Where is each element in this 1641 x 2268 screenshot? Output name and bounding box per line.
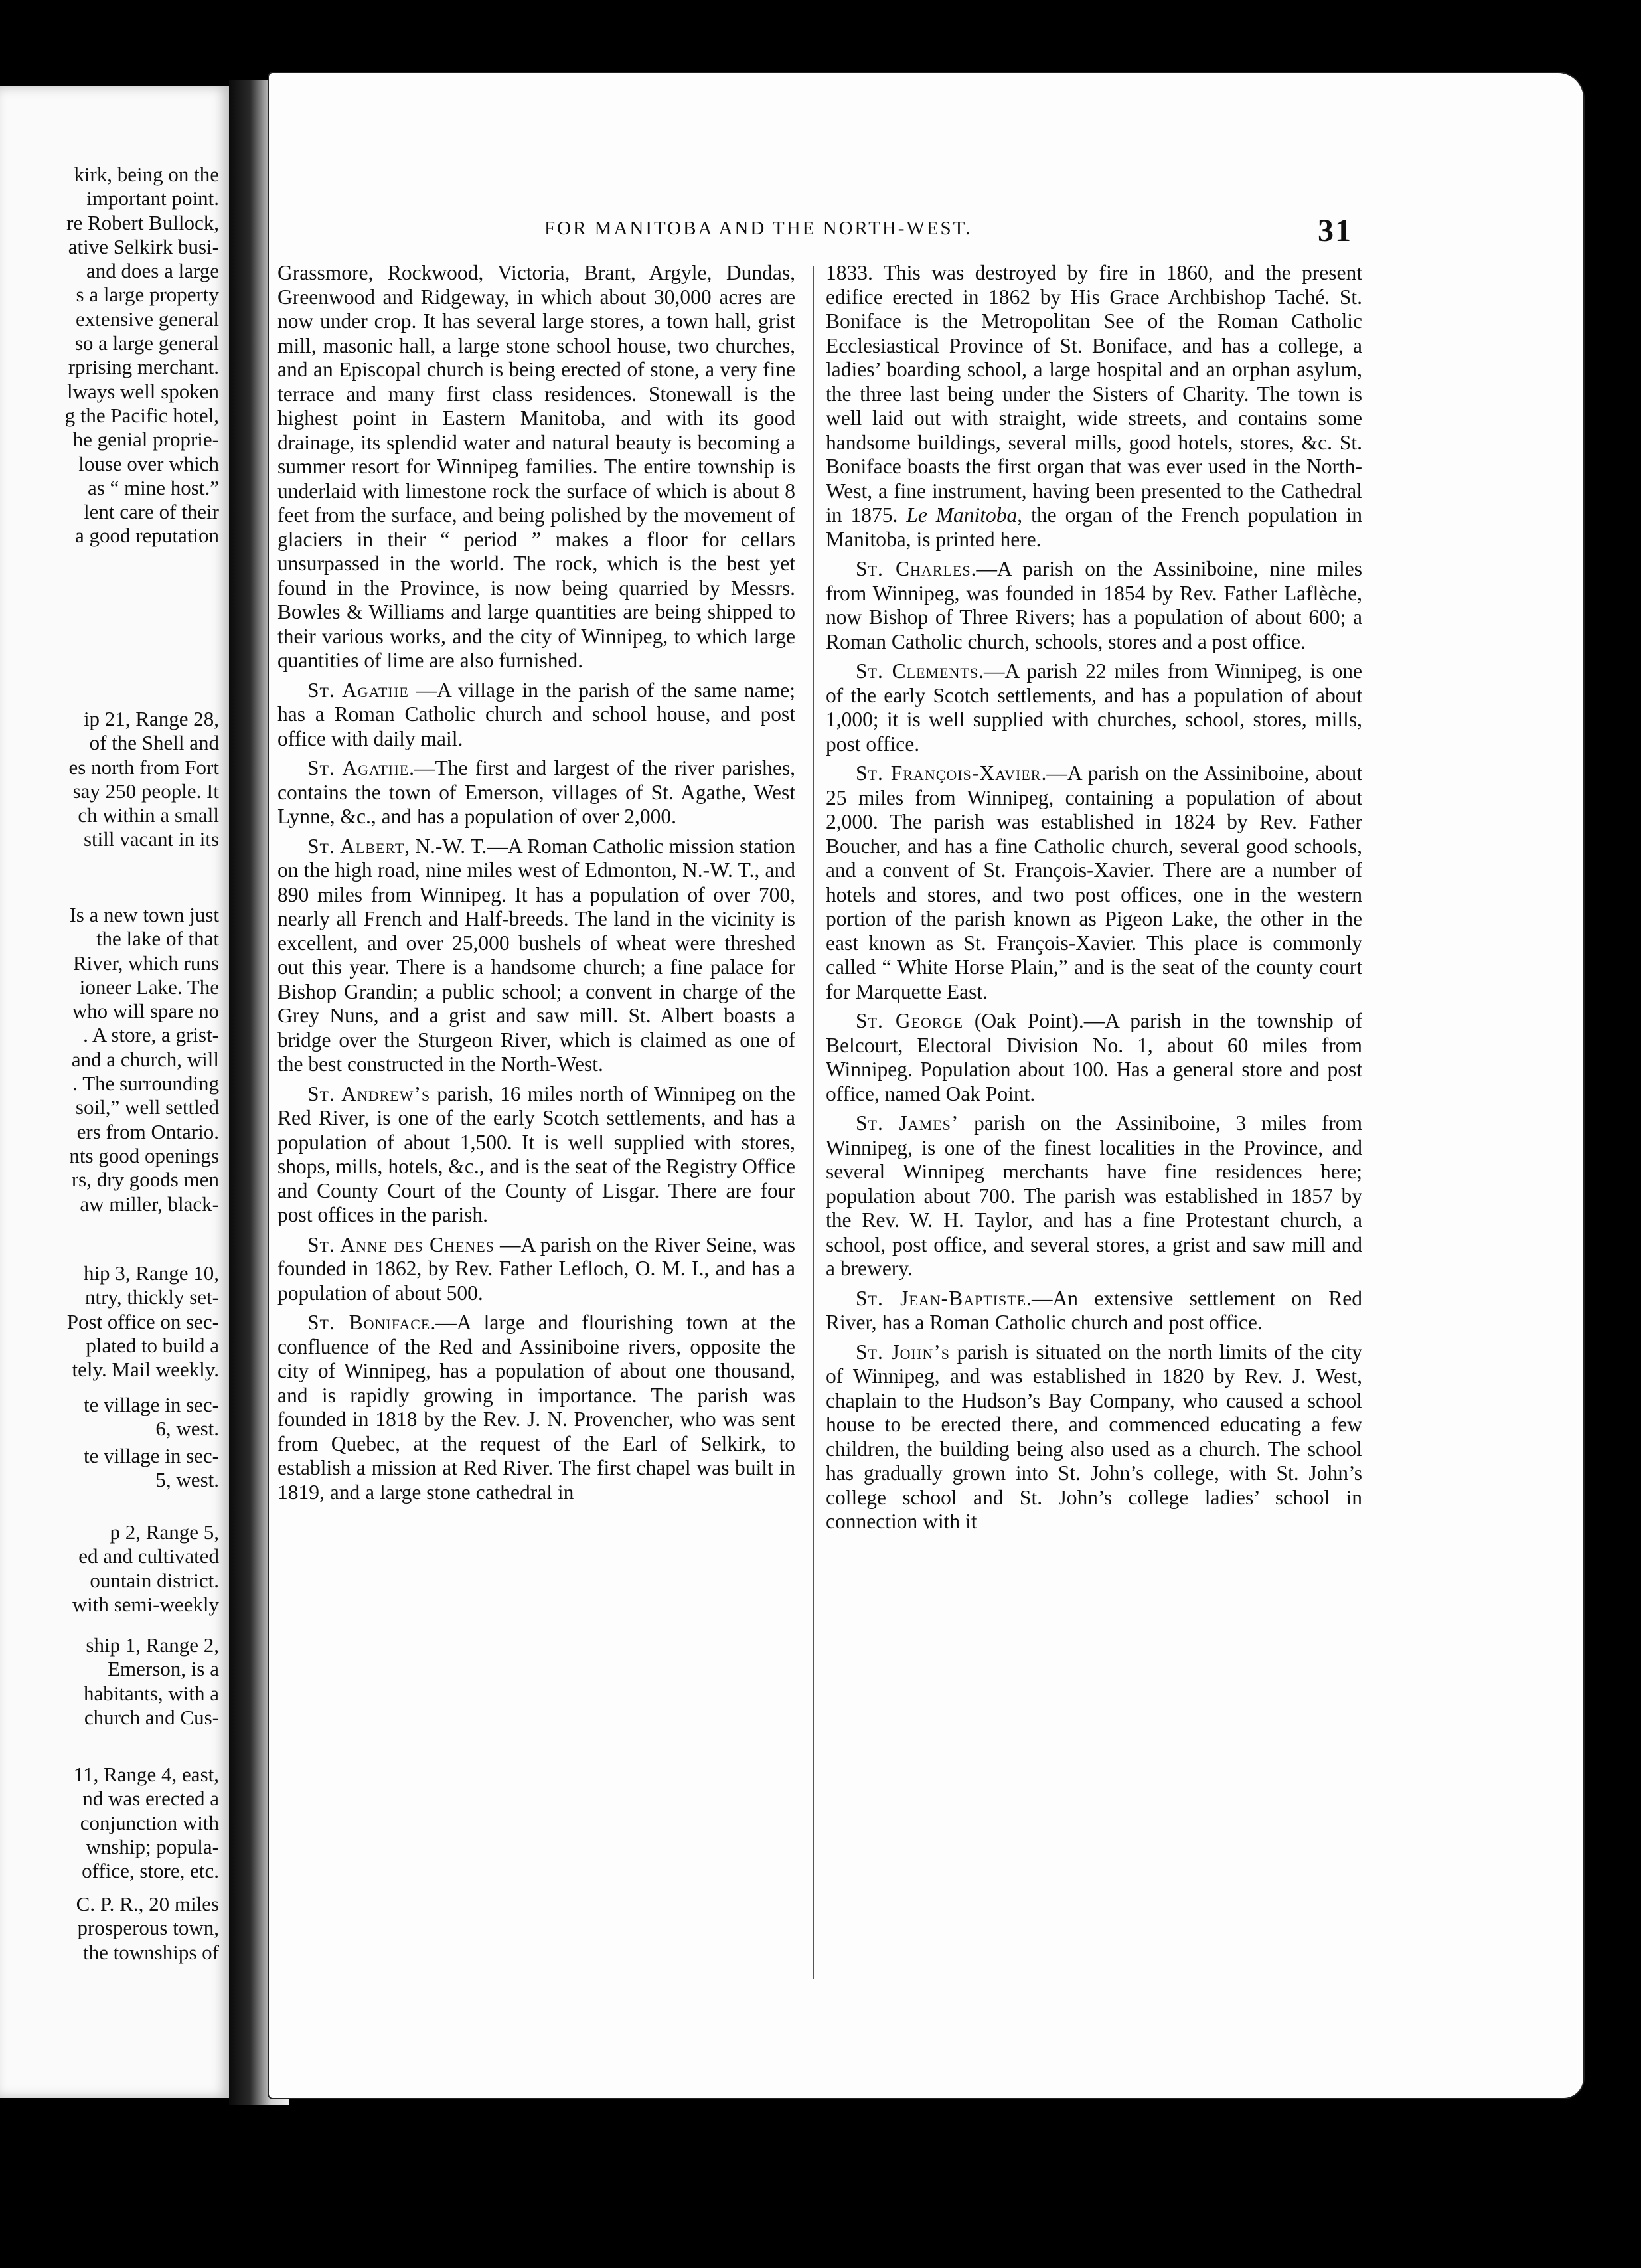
column-b (826, 261, 1362, 1540)
paragraph-stonewall-cont: Grassmore, Rockwood, Victoria, Brant, Argyle, Dundas, Greenwood and Ridgeway, in which about 30,000 acres are now under crop. It has several large stores, a town hall, grist mill, masonic hall, a large stone school house, two churches, and an Episcopal church is being erected of stone, a very fine terrace and many first class residences. Stonewall is the highest point in Eastern Manitoba, and with its good drainage, its splendid water and natural beauty is becoming a summer resort for Winnipeg families. The entire township is underlaid with limestone rock the surface of which is about 8 feet from the surface, and being polished by the movement of glaciers in their “ period ” makes a floor for cellars unsurpassed in the world. The rock, which is the best yet found in the Province, is now being quarried by Messrs. Bowles & Williams and large quantities are being shipped to their various works, and the city of Winnipeg, to which large quantities of lime are also furnished. (277, 261, 795, 672)
entry-heading: St. Agathe (307, 756, 410, 779)
left-fragment-line: ship 1, Range 2, (86, 1633, 219, 1657)
left-fragment-line: . A store, a grist- (83, 1023, 219, 1047)
entry-heading: St. Agathe (307, 678, 409, 702)
left-fragment-line: plated to build a (86, 1333, 219, 1357)
left-fragment-line: the townships of (83, 1940, 219, 1964)
page-number: 31 (1318, 213, 1352, 248)
left-fragment-line: who will spare no (72, 999, 219, 1023)
left-fragment-block (0, 1763, 219, 1883)
left-fragment-line: C. P. R., 20 miles (76, 1892, 219, 1915)
left-fragment-line: ative Selkirk busi- (68, 234, 219, 258)
entry-heading: St. Jean-Baptiste (856, 1286, 1027, 1310)
left-fragment-line: office, store, etc. (82, 1859, 219, 1883)
left-fragment-line: g the Pacific hotel, (64, 403, 219, 427)
left-fragment-line: of the Shell and (89, 731, 219, 755)
entry-heading: St. Albert (307, 834, 405, 858)
paragraph-st-agathe-parish (277, 756, 795, 829)
left-fragment-line: and a church, will (71, 1047, 219, 1071)
column-a (277, 261, 795, 1510)
left-fragment-line: with semi-weekly (72, 1592, 219, 1616)
left-fragment-line: p 2, Range 5, (110, 1520, 219, 1544)
left-fragment-line: lent care of their (84, 500, 219, 524)
left-fragment-line: ip 21, Range 28, (83, 707, 219, 730)
left-fragment-line: tely. Mail weekly. (72, 1358, 219, 1382)
left-fragment-line: s a large property (76, 283, 219, 307)
entry-heading: St. Boniface (307, 1311, 431, 1334)
entry-text: —A parish on the River Seine, was founded in 1862, by Rev. Father Lefloch, O. M. I., and has a population of about 500. (277, 1232, 795, 1305)
entry-heading: St. Charles (856, 557, 971, 580)
entry-heading: St. Andrew’s (307, 1082, 431, 1105)
entry-text: parish is situated on the north limits of the city of Winnipeg, and was established in 1820 by Rev. J. West, chaplain to the Hudson’s Bay Company, who caused a school house to be erected there, and commenced educating a few children, the building being also used as a church. The school has gradually grown into St. John’s college, with St. John’s college school and St. John’s college ladies’ school in connection with it (826, 1340, 1362, 1533)
left-fragment-line: important point. (86, 187, 219, 210)
left-fragment-line: te village in sec- (84, 1444, 219, 1467)
left-fragment-line: es north from Fort (68, 755, 219, 779)
entry-text: .—An extensive settlement on Red River, has a Roman Catholic church and post office. (826, 1286, 1362, 1334)
paragraph-st-albert (277, 835, 795, 1077)
entry-heading: St. Clements (856, 659, 979, 683)
left-fragment-line: re Robert Bullock, (66, 210, 219, 234)
left-fragment-line: aw miller, black- (80, 1192, 219, 1216)
entry-text: —A village in the parish of the same name; has a Roman Catholic church and school house, and post office with daily mail. (277, 678, 795, 750)
entry-heading: St. François-Xavier (856, 762, 1042, 785)
left-fragment-line: prosperous town, (77, 1916, 219, 1940)
entry-text: parish on the Assiniboine, 3 miles from Winnipeg, is one of the finest localities in the Province, and several Winnipeg merchants have fine residences here; population about 700. The parish was established in 1857 by the Rev. W. H. Taylor, and has a fine Protestant church, a school, post office, and several stores, a grist and saw mill and a brewery. (826, 1111, 1362, 1280)
running-title: FOR MANITOBA AND THE NORTH-WEST. (544, 218, 973, 239)
entry-heading: St. James’ (856, 1111, 959, 1135)
left-fragment-line: say 250 people. It (72, 779, 219, 803)
entry-text: (Oak Point).—A parish in the township of Belcourt, Electoral Division No. 1, about 60 miles from Winnipeg. Population about 100. Has a general store and post office, named Oak Point. (826, 1009, 1362, 1105)
paragraph-st-james (826, 1111, 1362, 1281)
left-fragment-line: . The surrounding (72, 1072, 219, 1095)
paragraph-st-george (826, 1009, 1362, 1106)
newspaper-title: Le Manitoba (906, 503, 1018, 526)
left-fragment-line: Is a new town just (69, 903, 219, 926)
left-fragment-line: church and Cus- (84, 1705, 219, 1729)
left-fragment-line: ed and cultivated (78, 1544, 219, 1568)
entry-text: 1833. This was destroyed by fire in 1860, and the present edifice erected in 1862 by His Grace Archbishop Taché. St. Boniface is the Metropolitan See of the Roman Catholic Ecclesiastical Province of St. Boniface, and has a college, a ladies’ boarding school, a large hospital and an orphan asylum, the three last being under the Sisters of Charity. The town is well laid out with straight, wide streets, and contains some handsome buildings, several mills, good hotels, stores, &c. St. Boniface boasts the first organ that was ever used in the North-West, a fine instrument, having been presented to the Cathedral in 1875. (826, 261, 1362, 526)
left-fragment-line: louse over which (78, 451, 219, 475)
left-fragment-line: Emerson, is a (108, 1657, 219, 1681)
left-fragment-line: a good reputation (75, 524, 219, 548)
left-fragment-line: so a large general (74, 331, 219, 355)
left-fragment-line: he genial proprie- (72, 428, 219, 451)
entry-text: .—The first and largest of the river parishes, contains the town of Emerson, villages of St. Agathe, West Lynne, &c., and has a population of over 2,000. (277, 756, 795, 828)
left-fragment-line: rs, dry goods men (71, 1168, 219, 1192)
paragraph-st-boniface-cont (826, 261, 1362, 552)
paragraph-st-francois-xavier (826, 762, 1362, 1004)
left-fragment-block (0, 903, 219, 1216)
paragraph-st-agathe-village (277, 679, 795, 752)
entry-text: .—A parish 22 miles from Winnipeg, is one of the early Scotch settlements, and has a population of about 1,000; it is well supplied with churches, school, stores, mills, post office. (826, 659, 1362, 756)
running-header (544, 218, 1361, 251)
left-fragment-line: 11, Range 4, east, (73, 1763, 219, 1786)
left-fragment-line: ioneer Lake. The (79, 975, 219, 999)
left-fragment-line: hip 3, Range 10, (83, 1261, 219, 1285)
left-fragment-line: the lake of that (96, 927, 219, 951)
left-fragment-line: and does a large (86, 259, 219, 283)
left-fragment-line: 6, west. (155, 1417, 219, 1441)
left-fragment-block (0, 163, 219, 548)
left-fragment-block (0, 1261, 219, 1382)
entry-text: .—A parish on the Assiniboine, about 25 miles from Winnipeg, containing a population of about 2,000. The parish was established in 1824 by Rev. Father Boucher, and has a fine Catholic church, several good schools, and a convent of St. François-Xavier. There are a number of hotels and stores, and two post offices, one in the western portion of the parish known as Pigeon Lake, the other in the east known as St. François-Xavier. This place is commonly called “ White Horse Plain,” and is the seat of the county court for Marquette East. (826, 762, 1362, 1003)
paragraph-st-andrews (277, 1082, 795, 1228)
left-fragment-line: 5, west. (155, 1468, 219, 1492)
left-fragment-line: soil,” well settled (75, 1095, 219, 1119)
left-fragment-block (0, 1892, 219, 1965)
left-fragment-line: ntry, thickly set- (84, 1285, 219, 1309)
entry-heading: St. George (856, 1009, 963, 1032)
left-fragment-line: River, which runs (72, 951, 219, 975)
paragraph-st-johns (826, 1340, 1362, 1534)
entry-text: , N.-W. T.—A Roman Catholic mission station on the high road, nine miles west of Edmonton, N.-W. T., and 890 miles from Winnipeg. It has a population of over 700, nearly all French and Half-breeds. The land in the vicinity is excellent, and over 25,000 bushels of wheat were threshed out this year. There is a handsome church; a fine palace for Bishop Grandin; a public school; a convent in charge of the Grey Nuns, and a grist and saw mill. St. Albert boasts a bridge over the Sturgeon River, which is claimed as one of the best constructed in the North-West. (277, 834, 795, 1076)
entry-text: .—A large and flourishing town at the confluence of the Red and Assiniboine rivers, opposite the city of Winnipeg, has a population of about one thousand, and is rapidly growing in importance. The parish was founded in 1818 by the Rev. J. N. Provencher, who was sent from Quebec, at the request of the Earl of Selkirk, to establish a mission at Red River. The first chapel was built in 1819, and a large stone cathedral in (277, 1311, 796, 1504)
paragraph-st-clements (826, 659, 1362, 756)
left-fragment-block (0, 707, 219, 852)
left-fragment-line: nd was erected a (82, 1787, 219, 1811)
left-page-fragment (0, 86, 229, 2098)
entry-heading: St. John’s (856, 1340, 950, 1364)
left-fragment-line: lways well spoken (66, 379, 219, 403)
paragraph-st-boniface (277, 1311, 795, 1504)
left-fragment-line: ers from Ontario. (76, 1119, 219, 1143)
left-fragment-line: habitants, with a (83, 1681, 219, 1705)
left-fragment-line: extensive general (75, 307, 219, 331)
left-fragment-line: wnship; popula- (86, 1834, 219, 1858)
left-fragment-block (0, 1393, 219, 1441)
left-fragment-line: rprising merchant. (68, 355, 219, 379)
entry-heading: St. Anne des Chenes (307, 1232, 495, 1256)
left-fragment-line: kirk, being on the (74, 163, 219, 186)
left-fragment-block (0, 1444, 219, 1493)
left-fragment-line: as “ mine host.” (87, 475, 219, 499)
left-fragment-line: te village in sec- (84, 1393, 219, 1416)
entry-text: parish, 16 miles north of Winnipeg on the Red River, is one of the early Scotch settlements, and has a population of about 1,500. It is well supplied with stores, shops, mills, hotels, &c., and is the seat of the Registry Office and County Court of the County of Lisgar. There are four post offices in the parish. (277, 1082, 795, 1226)
left-fragment-line: still vacant in its (83, 827, 219, 851)
paragraph-st-anne-des-chenes (277, 1233, 795, 1306)
left-fragment-line: ountain district. (90, 1568, 219, 1592)
entry-text: , the organ of the French population in Manitoba, is printed here. (826, 503, 1362, 551)
left-fragment-line: nts good openings (69, 1143, 219, 1167)
paragraph-st-charles (826, 557, 1362, 654)
left-fragment-line: ch within a small (78, 803, 219, 827)
left-fragment-block (0, 1633, 219, 1730)
entry-text: .—A parish on the Assiniboine, nine miles from Winnipeg, was founded in 1854 by Rev. Father Laflèche, now Bishop of Three Rivers; has a population of about 600; a Roman Catholic church, schools, stores and a post office. (826, 557, 1363, 653)
column-rule (813, 266, 814, 1979)
left-fragment-line: Post office on sec- (66, 1309, 219, 1333)
paragraph-st-jean-baptiste (826, 1287, 1362, 1335)
left-fragment-line: conjunction with (80, 1811, 219, 1834)
left-fragment-block (0, 1520, 219, 1617)
